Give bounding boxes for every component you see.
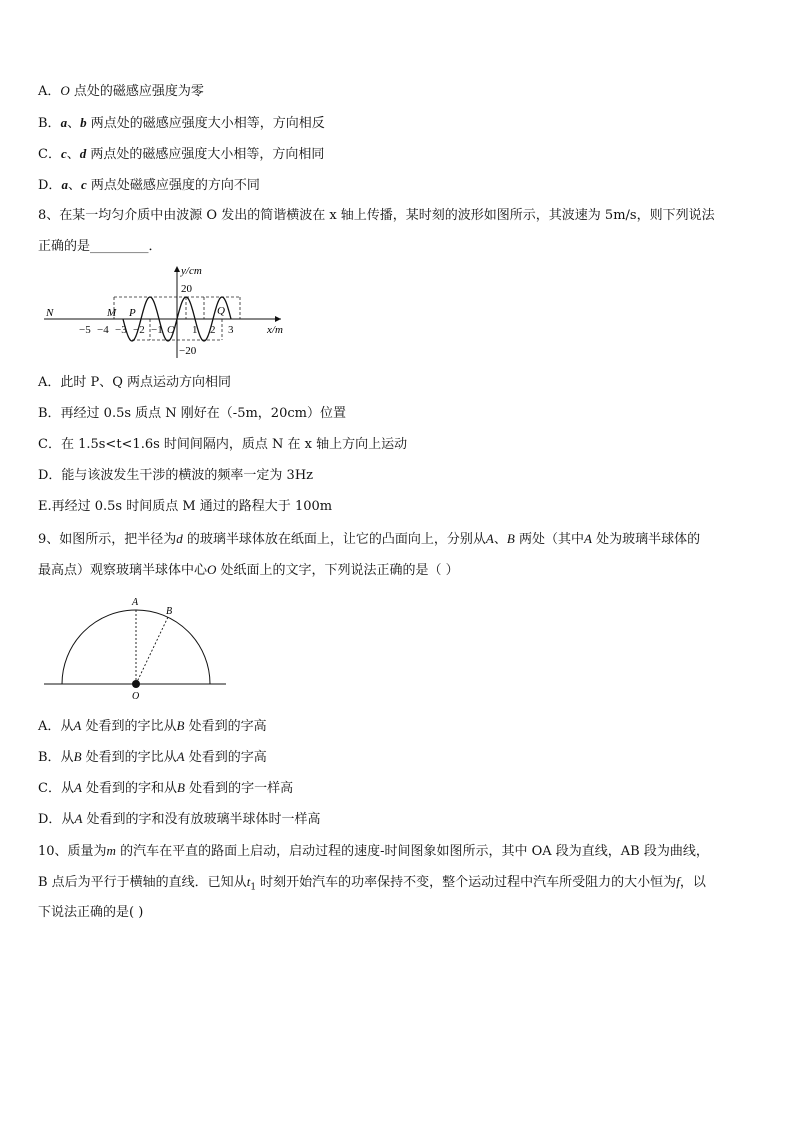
y-tick-20: 20 [181,283,192,295]
point-n-label: N [46,307,54,319]
x-tick-label: O [167,324,175,336]
q9-hemisphere-figure [40,594,230,702]
label-b: B [166,606,173,617]
q7-option-a: A．O 点处的磁感应强度为零 [38,83,204,99]
y-axis-arrow [174,266,180,272]
x-tick-label: −1 [151,324,163,336]
y-axis-label: y/cm [181,265,202,277]
q10-stem-line1: 10、质量为m 的汽车在平直的路面上启动，启动过程的速度-时间图象如图所示，其中 OA 段为直线，AB 段为曲线， [38,843,709,859]
q8-wave-figure [36,262,306,360]
q9-option-c: C．从A 处看到的字和从B 处看到的字一样高 [38,780,294,796]
x-tick-label: −5 [79,324,91,336]
point-q-label: Q [217,305,225,317]
q7-option-b: B．a、b 两点处的磁感应强度大小相等，方向相反 [38,115,325,131]
q8-option-a: A．此时 P、Q 两点运动方向相同 [38,375,232,390]
point-m-label: M [107,307,117,319]
center-point-o [132,680,140,688]
q9-stem-line1: 9、如图所示，把半径为d 的玻璃半球体放在纸面上，让它的凸面向上，分别从A、B 两处（其中A 处为玻璃半球体的 [38,531,701,547]
q10-stem-line2: B 点后为平行于横轴的直线．已知从$t_1$ 时刻开始汽车的功率保持不变，整个运动过程中汽车所受阻力的大小恒为f，以 [38,874,706,893]
q8-option-b: B．再经过 0.5s 质点 N 刚好在（-5m，20cm）位置 [38,406,346,421]
q10-stem-line3: 下说法正确的是( ) [38,905,144,920]
x-tick-label: −4 [97,324,109,336]
x-tick-label: −3 [115,324,127,336]
label-a: A [132,597,139,608]
x-tick-label: −2 [133,324,145,336]
q8-option-d: D．能与该波发生干涉的横波的频率一定为 3Hz [38,468,314,483]
q9-option-b: B．从B 处看到的字比从A 处看到的字高 [38,749,267,765]
q9-stem-line2: 最高点）观察玻璃半球体中心O 处纸面上的文字，下列说法正确的是（ ） [38,562,459,578]
q7-option-c: C．c、d 两点处的磁感应强度大小相等，方向相同 [38,146,325,162]
x-tick-label: 2 [210,324,216,336]
x-axis-label: x/m [267,324,283,336]
x-axis-arrow [275,316,281,322]
x-tick-label: 1 [192,324,198,336]
y-tick-neg20: −20 [179,345,197,357]
q8-stem-line2: 正确的是_________． [38,239,162,254]
x-tick-label: 3 [228,324,234,336]
q9-option-d: D．从A 处看到的字和没有放玻璃半球体时一样高 [38,811,321,827]
q7-option-d: D．a、c 两点处磁感应强度的方向不同 [38,177,260,193]
q7-var-o: O [60,83,70,98]
label-o: O [132,691,140,702]
q8-option-e: E.再经过 0.5s 时间质点 M 通过的路程大于 100m [38,499,333,514]
point-p-label: P [129,307,136,319]
q8-option-c: C．在 1.5s<t<1.6s 时间间隔内，质点 N 在 x 轴上方向上运动 [38,437,408,452]
line-ob [136,617,168,684]
q8-stem-line1: 8、在某一均匀介质中由波源 O 发出的简谐横波在 x 轴上传播，某时刻的波形如图所示，其波速为 5m/s，则下列说法 [38,208,715,223]
q9-option-a: A．从A 处看到的字比从B 处看到的字高 [38,718,267,734]
